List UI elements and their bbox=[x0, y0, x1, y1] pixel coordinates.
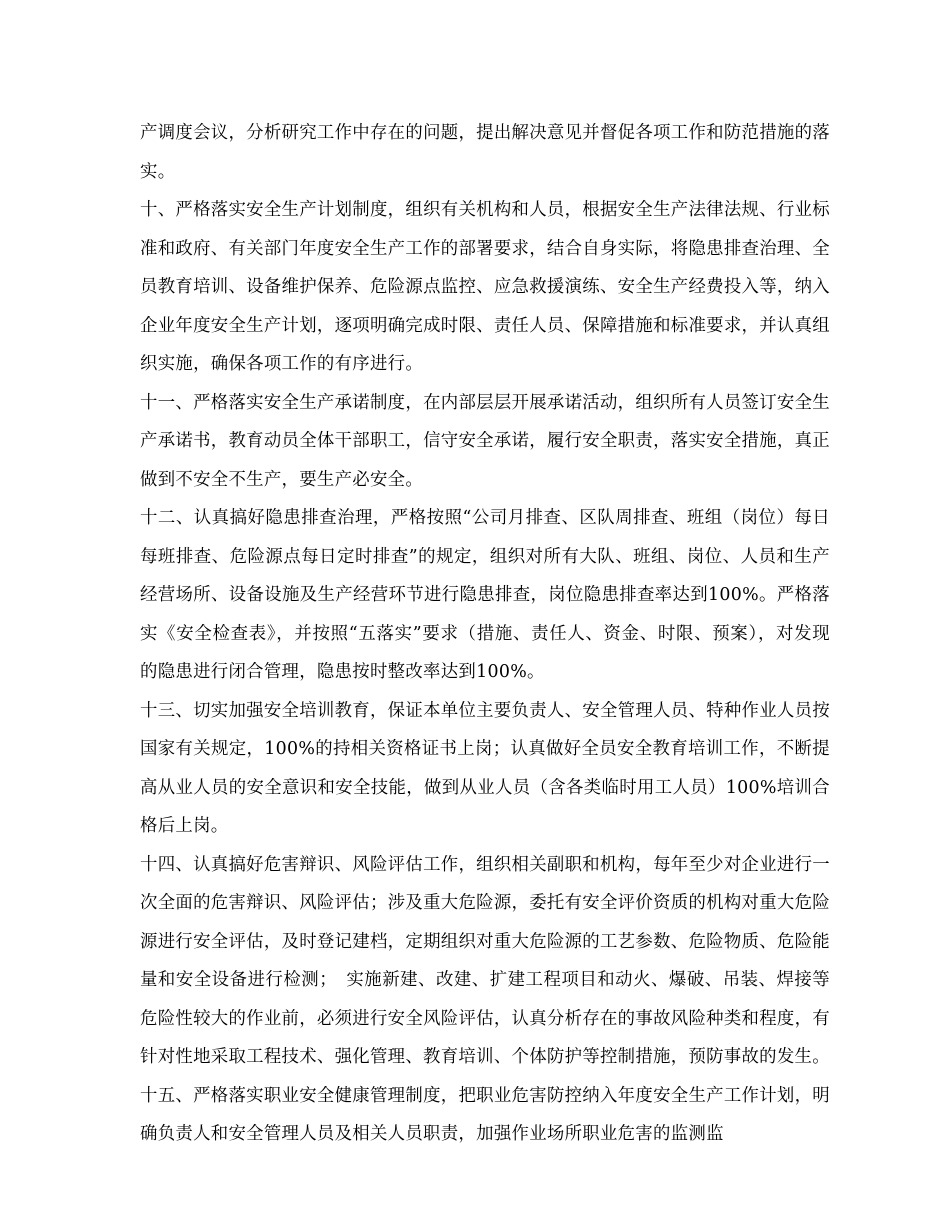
paragraph-item-11: 十一、严格落实安全生产承诺制度，在内部层层开展承诺活动，组织所有人员签订安全生产承诺书，教育动员全体干部职工，信守安全承诺，履行安全职责，落实安全措施，真正做到不安全不生产，要生产必安全。 bbox=[140, 392, 830, 490]
paragraph-item-14: 十四、认真搞好危害辩识、风险评估工作，组织相关副职和机构，每年至少对企业进行一次全面的危害辩识、风险评估；涉及重大危险源，委托有安全评价资质的机构对重大危险源进行安全评估，及时登记建档，定期组织对重大危险源的工艺参数、危险物质、危险能量和安全设备进行检测； 实施新建、改建、扩建工程项目和动火、爆破、吊装、焊接等危险性较大的作业前，必须进行安全风险评估，认真分析存在的事故风险种类和程度，有针对性地采取工程技术、强化管理、教育培训、个体防护等控制措施，预防事故的发生。 bbox=[140, 854, 830, 1067]
paragraph-continuation: 产调度会议，分析研究工作中存在的问题，提出解决意见并督促各项工作和防范措施的落实。 bbox=[140, 123, 830, 182]
paragraph-item-10: 十、严格落实安全生产计划制度，组织有关机构和人员，根据安全生产法律法规、行业标准和政府、有关部门年度安全生产工作的部署要求，结合自身实际，将隐患排查治理、全员教育培训、设备维护保养、危险源点监控、应急救援演练、安全生产经费投入等，纳入企业年度安全生产计划，逐项明确完成时限、责任人员、保障措施和标准要求，并认真组织实施，确保各项工作的有序进行。 bbox=[140, 200, 830, 374]
paragraph-item-12: 十二、认真搞好隐患排查治理，严格按照“公司月排查、区队周排查、班组（岗位）每日每班排查、危险源点每日定时排查”的规定，组织对所有大队、班组、岗位、人员和生产经营场所、设备设施及生产经营环节进行隐患排查，岗位隐患排查率达到100%。严格落实《安全检查表》，并按照“五落实”要求（措施、责任人、资金、时限、预案），对发现的隐患进行闭合管理，隐患按时整改率达到100%。 bbox=[140, 508, 830, 682]
paragraph-item-13: 十三、切实加强安全培训教育，保证本单位主要负责人、安全管理人员、特种作业人员按国家有关规定，100%的持相关资格证书上岗；认真做好全员安全教育培训工作，不断提高从业人员的安全意识和安全技能，做到从业人员（含各类临时用工人员）100%培训合格后上岗。 bbox=[140, 700, 830, 836]
document-body bbox=[140, 114, 830, 1154]
paragraph-item-15: 十五、严格落实职业安全健康管理制度，把职业危害防控纳入年度安全生产工作计划，明确负责人和安全管理人员及相关人员职责，加强作业场所职业危害的监测监 bbox=[140, 1085, 830, 1144]
